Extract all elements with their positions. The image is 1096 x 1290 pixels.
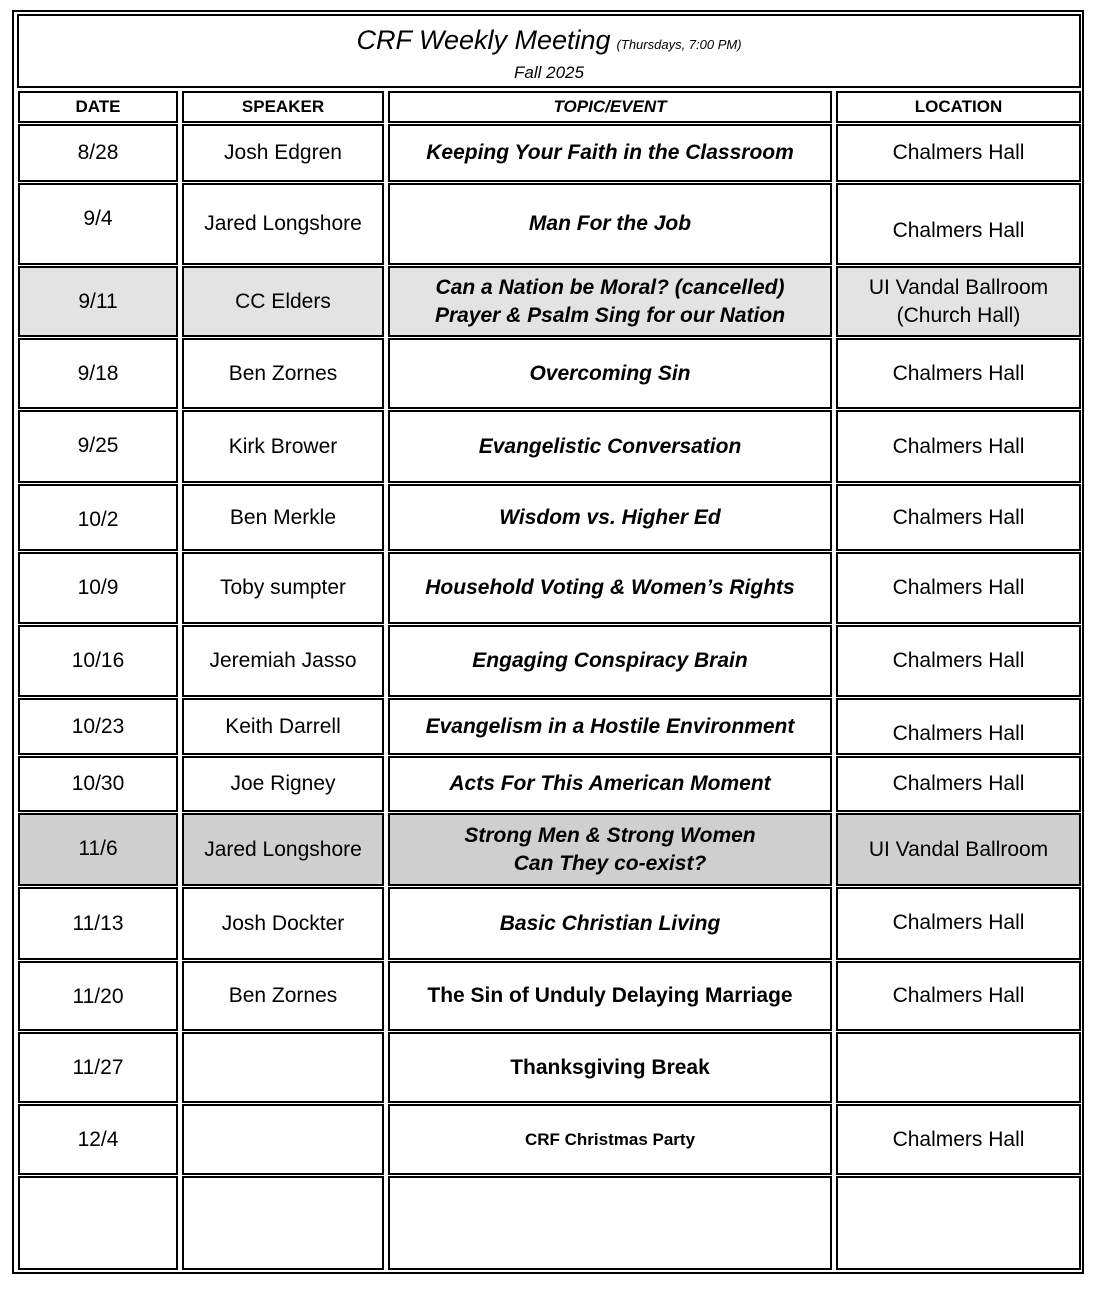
cell-location — [836, 698, 1081, 755]
topic-text: The Sin of Unduly Delaying Marriage — [427, 984, 793, 1007]
topic-text: Evangelism in a Hostile Environment — [425, 714, 795, 738]
topic-text: Wisdom vs. Higher Ed — [499, 505, 721, 529]
date-text: 9/11 — [78, 289, 118, 313]
cell-topic — [388, 1176, 832, 1270]
cell-location — [836, 1176, 1081, 1270]
cell-speaker — [182, 124, 384, 182]
topic-text: CRF Christmas Party — [524, 1129, 696, 1149]
speaker-text: CC Elders — [235, 289, 331, 313]
cell-topic — [388, 961, 832, 1031]
date-text: 9/18 — [77, 362, 119, 385]
cell-date — [18, 813, 178, 886]
column-header-location: LOCATION — [836, 91, 1081, 123]
speaker-text: Jeremiah Jasso — [209, 649, 357, 672]
speaker-text: Ben Merkle — [229, 505, 337, 529]
location-text: Chalmers Hall — [892, 984, 1025, 1007]
cell-topic — [388, 124, 832, 182]
cell-date — [18, 625, 178, 697]
date-text: 11/13 — [72, 911, 124, 935]
cell-speaker — [182, 698, 384, 755]
cell-speaker — [182, 813, 384, 886]
cell-topic — [388, 698, 832, 755]
date-text: 9/4 — [83, 207, 113, 230]
cell-topic — [388, 756, 832, 812]
speaker-text: Kirk Brower — [228, 434, 338, 458]
location-text: Chalmers Hall — [892, 649, 1025, 672]
cell-topic — [388, 625, 832, 697]
cell-speaker — [182, 1104, 384, 1175]
cell-topic — [388, 552, 832, 624]
cell-topic — [388, 338, 832, 409]
cell-speaker — [182, 961, 384, 1031]
location-text-line2: (Church Hall) — [896, 303, 1021, 327]
cell-location — [836, 961, 1081, 1031]
date-text: 10/16 — [71, 649, 125, 672]
cell-date — [18, 887, 178, 960]
topic-text: Keeping Your Faith in the Classroom — [426, 141, 794, 164]
schedule-header — [17, 14, 1081, 88]
cell-date — [18, 484, 178, 551]
cell-date — [18, 1176, 178, 1270]
speaker-text: Joe Rigney — [230, 772, 336, 795]
cell-speaker — [182, 552, 384, 624]
speaker-text: Josh Edgren — [224, 141, 342, 164]
cell-speaker — [182, 183, 384, 265]
date-text: 8/28 — [77, 141, 119, 164]
date-text: 11/6 — [78, 837, 118, 860]
location-text: Chalmers Hall — [892, 576, 1025, 599]
cell-date — [18, 183, 178, 265]
cell-topic — [388, 410, 832, 483]
cell-date — [18, 1104, 178, 1175]
cell-topic — [388, 266, 832, 337]
location-text: Chalmers Hall — [892, 722, 1025, 745]
topic-text: Man For the Job — [528, 212, 692, 235]
column-header-topic: TOPIC/EVENT — [388, 91, 832, 123]
cell-location — [836, 887, 1081, 960]
title-line — [356, 24, 741, 61]
date-text: 10/23 — [71, 714, 125, 738]
date-text: 10/9 — [77, 576, 119, 599]
topic-text: Overcoming Sin — [529, 361, 691, 385]
location-text: Chalmers Hall — [892, 1127, 1025, 1151]
location-text: Chalmers Hall — [892, 911, 1025, 934]
speaker-text: Toby sumpter — [219, 576, 347, 599]
cell-location — [836, 410, 1081, 483]
location-text: Chalmers Hall — [892, 361, 1025, 385]
column-header-speaker: SPEAKER — [182, 91, 384, 123]
cell-date — [18, 552, 178, 624]
cell-location — [836, 625, 1081, 697]
location-text: Chalmers Hall — [892, 141, 1025, 164]
topic-text-line2: Can They co-exist? — [513, 851, 707, 875]
column-header-date: DATE — [18, 91, 178, 123]
cell-speaker — [182, 484, 384, 551]
topic-text-line2: Prayer & Psalm Sing for our Nation — [434, 303, 786, 327]
date-text: 9/25 — [77, 434, 119, 457]
cell-date — [18, 410, 178, 483]
speaker-text: Keith Darrell — [225, 714, 341, 738]
date-text: 11/27 — [72, 1055, 124, 1079]
speaker-text: Jared Longshore — [204, 837, 362, 861]
location-text: Chalmers Hall — [892, 219, 1025, 242]
cell-location — [836, 266, 1081, 337]
cell-speaker — [182, 1176, 384, 1270]
cell-speaker — [182, 625, 384, 697]
cell-location — [836, 1032, 1081, 1103]
cell-speaker — [182, 756, 384, 812]
cell-speaker — [182, 1032, 384, 1103]
cell-topic — [388, 1032, 832, 1103]
cell-date — [18, 338, 178, 409]
speaker-text: Josh Dockter — [221, 911, 345, 935]
cell-location — [836, 1104, 1081, 1175]
cell-speaker — [182, 887, 384, 960]
location-text: Chalmers Hall — [892, 505, 1025, 529]
meeting-time-note: (Thursdays, 7:00 PM) — [616, 37, 742, 52]
cell-topic — [388, 183, 832, 265]
cell-speaker — [182, 266, 384, 337]
cell-location — [836, 756, 1081, 812]
topic-text: Household Voting & Women’s Rights — [425, 576, 795, 599]
cell-location — [836, 552, 1081, 624]
cell-location — [836, 338, 1081, 409]
cell-topic — [388, 813, 832, 886]
topic-text: Can a Nation be Moral? (cancelled) — [435, 275, 785, 299]
location-text: UI Vandal Ballroom — [868, 837, 1049, 861]
speaker-text: Ben Zornes — [228, 984, 338, 1007]
date-text: 10/2 — [77, 508, 119, 531]
topic-text: Basic Christian Living — [499, 911, 721, 935]
semester-label: Fall 2025 — [514, 63, 584, 82]
cell-topic — [388, 1104, 832, 1175]
cell-topic — [388, 887, 832, 960]
location-text: Chalmers Hall — [892, 772, 1025, 795]
cell-date — [18, 961, 178, 1031]
cell-location — [836, 484, 1081, 551]
cell-speaker — [182, 410, 384, 483]
topic-text: Acts For This American Moment — [449, 772, 771, 795]
cell-speaker — [182, 338, 384, 409]
cell-date — [18, 1032, 178, 1103]
topic-text: Evangelistic Conversation — [478, 434, 742, 458]
topic-text: Thanksgiving Break — [510, 1055, 710, 1079]
date-text: 12/4 — [77, 1127, 119, 1151]
page-title: CRF Weekly Meeting — [356, 25, 611, 55]
cell-location — [836, 183, 1081, 265]
date-text: 10/30 — [71, 772, 125, 795]
cell-date — [18, 266, 178, 337]
cell-date — [18, 124, 178, 182]
cell-date — [18, 698, 178, 755]
location-text: UI Vandal Ballroom — [868, 275, 1049, 299]
topic-text: Engaging Conspiracy Brain — [472, 649, 748, 672]
cell-topic — [388, 484, 832, 551]
topic-text: Strong Men & Strong Women — [464, 823, 756, 847]
speaker-text: Jared Longshore — [204, 212, 362, 235]
cell-location — [836, 124, 1081, 182]
speaker-text: Ben Zornes — [228, 361, 338, 385]
cell-date — [18, 756, 178, 812]
cell-location — [836, 813, 1081, 886]
date-text: 11/20 — [72, 985, 124, 1008]
location-text: Chalmers Hall — [892, 434, 1025, 458]
